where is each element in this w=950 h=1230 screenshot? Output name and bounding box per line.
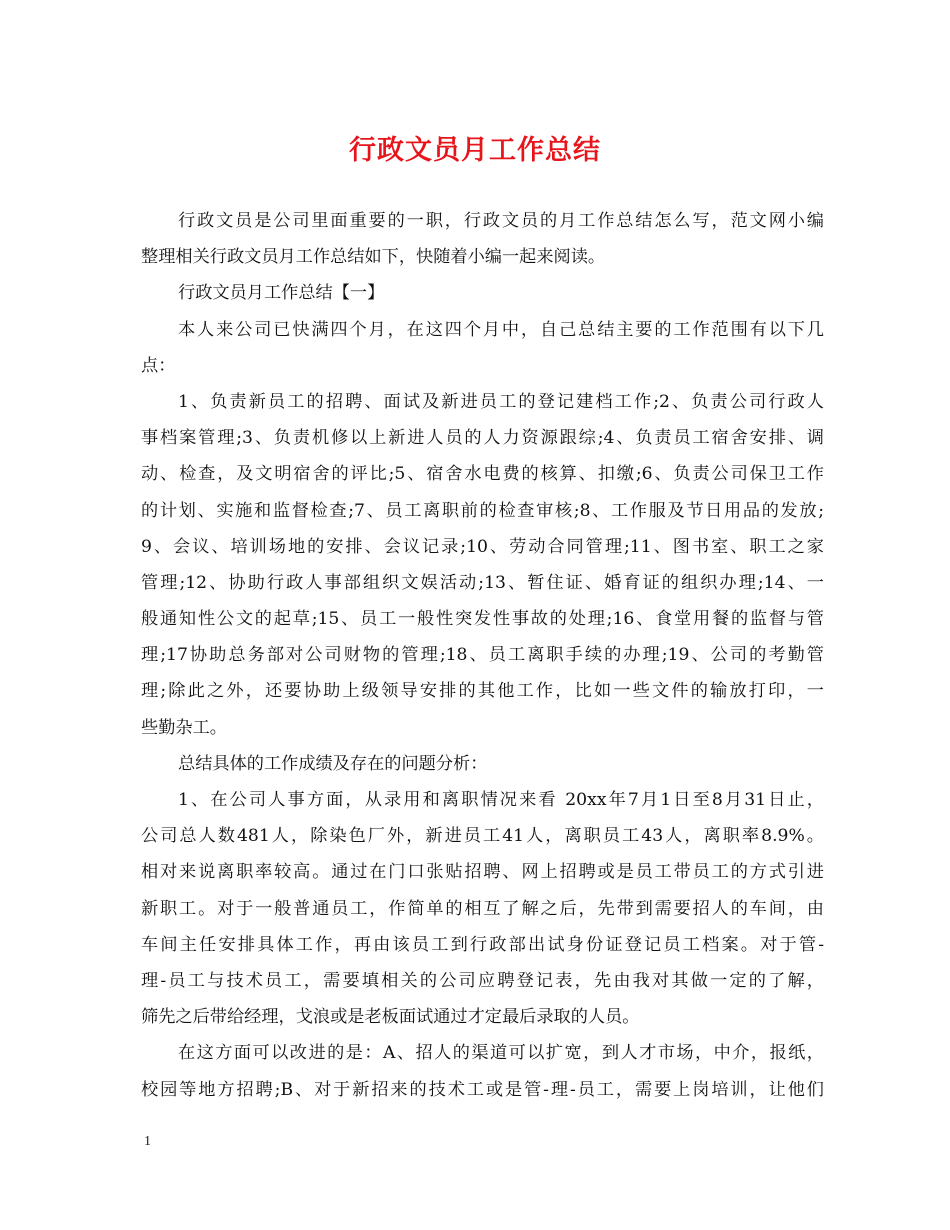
text-line: 理;17协助总务部对公司财物的管理;18、员工离职手续的办理;19、公司的考勤管: [141, 645, 824, 666]
text-line: 动、检查，及文明宿舍的评比;5、宿舍水电费的核算、扣缴;6、负责公司保卫工作: [141, 464, 824, 485]
text-line: 车间主任安排具体工作，再由该员工到行政部出试身份证登记员工档案。对于管-: [141, 934, 824, 955]
text-line: 点：: [141, 355, 176, 376]
text-line: 1、负责新员工的招聘、面试及新进员工的登记建档工作;2、负责公司行政人: [178, 391, 824, 412]
text-line: 筛先之后带给经理，戈浪或是老板面试通过才定最后录取的人员。: [141, 1007, 640, 1028]
text-line: 新职工。对于一般普通员工，作简单的相互了解之后，先带到需要招人的车间，由: [141, 898, 824, 919]
text-line: 些勤杂工。: [141, 717, 227, 738]
text-line: 理-员工与技术员工，需要填相关的公司应聘登记表，先由我对其做一定的了解，: [141, 970, 824, 991]
text-line: 的计划、实施和监督检查;7、员工离职前的检查审核;8、工作服及节日用品的发放;: [141, 500, 824, 521]
text-line: 在这方面可以改进的是：A、招人的渠道可以扩宽，到人才市场，中介，报纸，: [178, 1043, 824, 1064]
text-line: 相对来说离职率较高。通过在门口张贴招聘、网上招聘或是员工带员工的方式引进: [141, 862, 824, 883]
text-line: 9、会议、培训场地的安排、会议记录;10、劳动合同管理;11、图书室、职工之家: [141, 536, 824, 557]
document-title: 行政文员月工作总结: [349, 135, 601, 166]
text-line: 本人来公司已快满四个月，在这四个月中，自己总结主要的工作范围有以下几: [178, 319, 824, 340]
text-line: 管理;12、协助行政人事部组织文娱活动;13、暂住证、婚育证的组织办理;14、一: [141, 572, 824, 593]
text-line: 1、在公司人事方面，从录用和离职情况来看 20xx年7月1日至8月31日止，: [178, 790, 824, 810]
document-body: [141, 203, 824, 1108]
text-line: 事档案管理;3、负责机修以上新进人员的人力资源跟综;4、负责员工宿舍安排、调: [141, 428, 824, 449]
text-line: 校园等地方招聘;B、对于新招来的技术工或是管-理-员工，需要上岗培训，让他们: [141, 1079, 824, 1100]
text-line: 公司总人数481人，除染色厂外，新进员工41人，离职员工43人，离职率8.9%。: [141, 826, 824, 847]
text-line: 总结具体的工作成绩及存在的问题分析：: [178, 753, 488, 774]
text-line: 行政文员月工作总结【一】: [178, 283, 385, 304]
text-line: 整理相关行政文员月工作总结如下，快随着小编一起来阅读。: [141, 247, 606, 268]
text-line: 行政文员是公司里面重要的一职，行政文员的月工作总结怎么写，范文网小编: [178, 211, 824, 231]
text-line: 理;除此之外，还要协助上级领导安排的其他工作，比如一些文件的输放打印，一: [141, 681, 824, 702]
page-number: 1: [144, 1134, 151, 1149]
text-line: 般通知性公文的起草;15、员工一般性突发性事故的处理;16、食堂用餐的监督与管: [141, 609, 824, 630]
